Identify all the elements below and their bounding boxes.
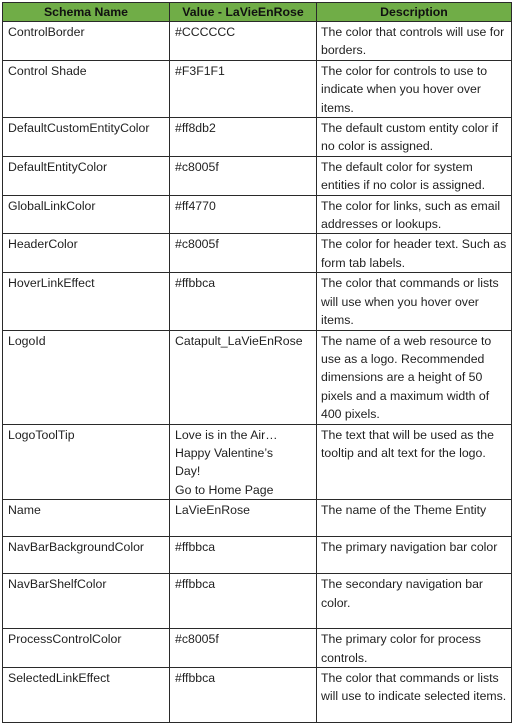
value-line: Day! [175, 464, 201, 479]
value-line: #CCCCCC [175, 25, 236, 39]
schema-name-cell: ControlBorder [3, 22, 170, 61]
description-cell: The color that commands or lists will use when you hover over items. [317, 273, 512, 330]
description-cell: The default custom entity color if no color is assigned. [317, 118, 512, 157]
description-cell: The color that controls will use for borders. [317, 22, 512, 61]
theme-schema-table [2, 2, 512, 723]
schema-name-cell: Control Shade [3, 60, 170, 117]
value-line: #c8005f [175, 632, 219, 647]
schema-name-cell: DefaultCustomEntityColor [3, 118, 170, 157]
schema-name-cell: DefaultEntityColor [3, 156, 170, 195]
description-cell: The name of a web resource to use as a logo. Recommended dimensions are a height of 50 pixels and a maximum width of 400 pixels. [317, 330, 512, 424]
table-row [3, 424, 512, 500]
table-row [3, 629, 512, 668]
description-cell: The default color for system entities if no color is assigned. [317, 156, 512, 195]
table-row [3, 667, 512, 722]
value-line: #ffbbca [175, 577, 216, 592]
table-header-row [3, 3, 512, 22]
description-cell: The color for links, such as email addresses or lookups. [317, 195, 512, 234]
description-cell: The primary navigation bar color [317, 537, 512, 574]
schema-name-cell: HeaderColor [3, 234, 170, 273]
table-row [3, 330, 512, 424]
header-description: Description [317, 3, 512, 22]
schema-name-cell: NavBarShelfColor [3, 574, 170, 629]
value-cell [170, 629, 317, 668]
value-cell [170, 60, 317, 117]
value-line: #c8005f [175, 237, 219, 252]
schema-name-cell: GlobalLinkColor [3, 195, 170, 234]
header-value: Value - LaVieEnRose [170, 3, 317, 22]
table-row [3, 118, 512, 157]
theme-schema-table-sheet [2, 2, 511, 723]
value-cell [170, 424, 317, 500]
schema-name-cell: ProcessControlColor [3, 629, 170, 668]
value-cell [170, 500, 317, 537]
value-line: Happy Valentine’s [175, 445, 273, 460]
schema-name-cell: HoverLinkEffect [3, 273, 170, 330]
value-line: Catapult_LaVieEnRose [175, 333, 303, 348]
schema-name-cell: Name [3, 500, 170, 537]
header-schema-name: Schema Name [3, 3, 170, 22]
value-cell [170, 234, 317, 273]
value-cell [170, 195, 317, 234]
value-line: #ffbbca [175, 540, 216, 555]
table-row [3, 195, 512, 234]
value-cell [170, 667, 317, 722]
table-body [3, 22, 512, 723]
value-line: #c8005f [175, 159, 219, 174]
value-cell [170, 330, 317, 424]
table-row [3, 60, 512, 117]
table-row [3, 574, 512, 629]
table-row [3, 537, 512, 574]
table-row [3, 234, 512, 273]
description-cell: The primary color for process controls. [317, 629, 512, 668]
value-cell [170, 574, 317, 629]
value-line: #ffbbca [175, 276, 216, 291]
value-line: Go to Home Page [175, 482, 274, 497]
value-line: Love is in the Air… [175, 427, 278, 442]
value-cell [170, 156, 317, 195]
table-row [3, 273, 512, 330]
value-cell [170, 118, 317, 157]
table-row [3, 22, 512, 61]
description-cell: The color for controls to use to indicate when you hover over items. [317, 60, 512, 117]
schema-name-cell: SelectedLinkEffect [3, 667, 170, 722]
description-cell: The name of the Theme Entity [317, 500, 512, 537]
value-cell [170, 273, 317, 330]
table-row [3, 500, 512, 537]
value-line: #ff4770 [175, 198, 216, 213]
description-cell: The color for header text. Such as form tab labels. [317, 234, 512, 273]
table-row [3, 156, 512, 195]
description-cell: The secondary navigation bar color. [317, 574, 512, 629]
schema-name-cell: NavBarBackgroundColor [3, 537, 170, 574]
value-cell [170, 537, 317, 574]
description-cell: The text that will be used as the tooltip and alt text for the logo. [317, 424, 512, 500]
value-line: #ffbbca [175, 670, 216, 685]
value-cell [170, 22, 317, 61]
value-line: LaVieEnRose [175, 503, 250, 518]
schema-name-cell: LogoId [3, 330, 170, 424]
value-line: #ff8db2 [175, 121, 216, 136]
description-cell: The color that commands or lists will use to indicate selected items. [317, 667, 512, 722]
value-line: #F3F1F1 [175, 63, 225, 78]
schema-name-cell: LogoToolTip [3, 424, 170, 500]
